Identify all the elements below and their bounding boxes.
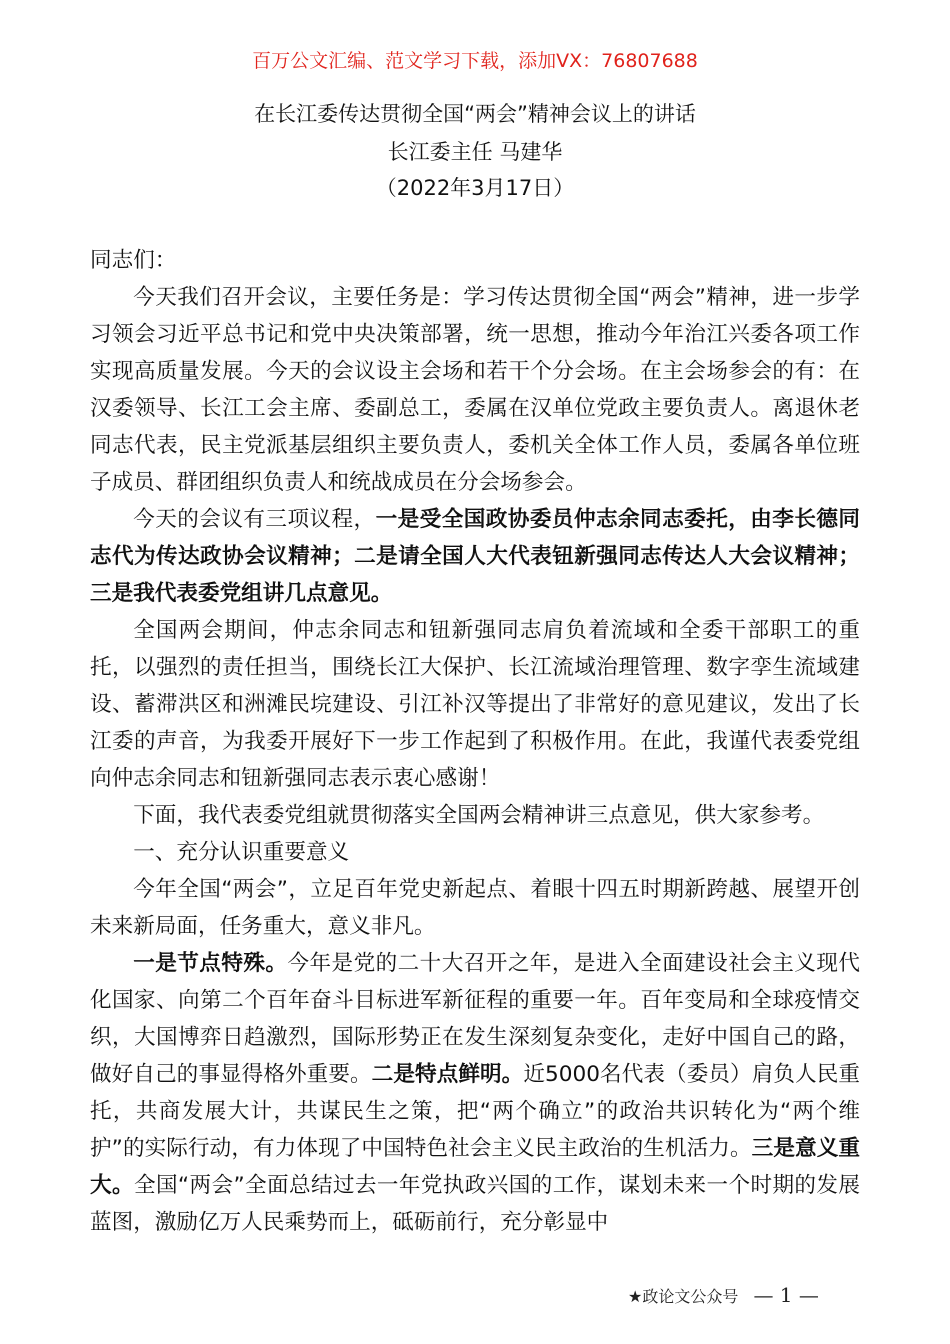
text-run: 今天我们召开会议，主要任务是：学习传达贯彻全国“两会”精神，进一步学习领会习近平总书记和党中央决策部署，统一思想，推动今年治江兴委各项工作实现高质量发展。今天的会议设主会场和若干个分会场。在主会场参会的有：在汉委领导、长江工会主席、委副总工，委属在汉单位党政主要负责人。离退休老同志代表，民主党派基层组织主要负责人，委机关全体工作人员，委属各单位班子成员、群团组织负责人和统战成员在分会场参会。 (90, 285, 860, 495)
paragraph (90, 797, 860, 834)
document-date: （2022年3月17日） (375, 176, 575, 200)
text-run: 今天的会议有三项议程， (133, 507, 376, 532)
text-run: 一、充分认识重要意义 (133, 840, 350, 865)
text-run: 近5000名代表（委员）肩负人民重托，共商发展大计，共谋民生之策，把“两个确立”的政治共识转化为“两个维护”的实际行动，有力体现了中国特色社会主义民主政治的生机活力。 (90, 1062, 860, 1161)
bold-text: 二是特点鲜明。 (371, 1062, 524, 1087)
paragraph (90, 834, 860, 871)
paragraph (90, 945, 860, 1241)
bold-text: 三是意义重大。 (90, 1136, 860, 1198)
bold-text: 一是受全国政协委员仲志余同志委托，由李长德同志代为传达政协会议精神；二是请全国人大代表钮新强同志传达人大会议精神；三是我代表委党组讲几点意见。 (90, 507, 860, 606)
page-number: — 1 — (753, 1283, 819, 1307)
paragraph (90, 612, 860, 797)
bold-text: 一是节点特殊。 (133, 951, 288, 976)
footer-source: ★政论文公众号 (628, 1287, 739, 1306)
page-footer (628, 1283, 819, 1307)
text-run: 下面，我代表委党组就贯彻落实全国两会精神讲三点意见，供大家参考。 (133, 803, 825, 828)
watermark-header: 百万公文汇编、范文学习下载，添加VX：76807688 (252, 50, 698, 72)
document-title: 在长江委传达贯彻全国“两会”精神会议上的讲话 (254, 102, 696, 126)
text-run: 同志们： (90, 248, 177, 273)
text-run: 今年全国“两会”，立足百年党史新起点、着眼十四五时期新跨越、展望开创未来新局面，任务重大，意义非凡。 (90, 877, 860, 939)
document-author: 长江委主任 马建华 (387, 140, 563, 164)
paragraph (90, 871, 860, 945)
text-run: 今年是党的二十大召开之年，是进入全面建设社会主义现代化国家、向第二个百年奋斗目标进军新征程的重要一年。百年变局和全球疫情交织，大国博弈日趋激烈，国际形势正在发生深刻复杂变化，走好中国自己的路，做好自己的事显得格外重要。 (90, 951, 860, 1087)
text-run: 全国两会期间，仲志余同志和钮新强同志肩负着流域和全委干部职工的重托，以强烈的责任担当，围绕长江大保护、长江流域治理管理、数字孪生流域建设、蓄滞洪区和洲滩民垸建设、引江补汉等提出了非常好的意见建议，发出了长江委的声音，为我委开展好下一步工作起到了积极作用。在此，我谨代表委党组向仲志余同志和钮新强同志表示衷心感谢！ (90, 618, 860, 791)
paragraph (90, 242, 860, 279)
paragraph (90, 501, 860, 612)
paragraph (90, 279, 860, 501)
text-run: 全国“两会”全面总结过去一年党执政兴国的工作，谋划未来一个时期的发展蓝图，激励亿万人民乘势而上，砥砺前行，充分彰显中 (90, 1173, 860, 1235)
document-body (90, 242, 860, 1241)
